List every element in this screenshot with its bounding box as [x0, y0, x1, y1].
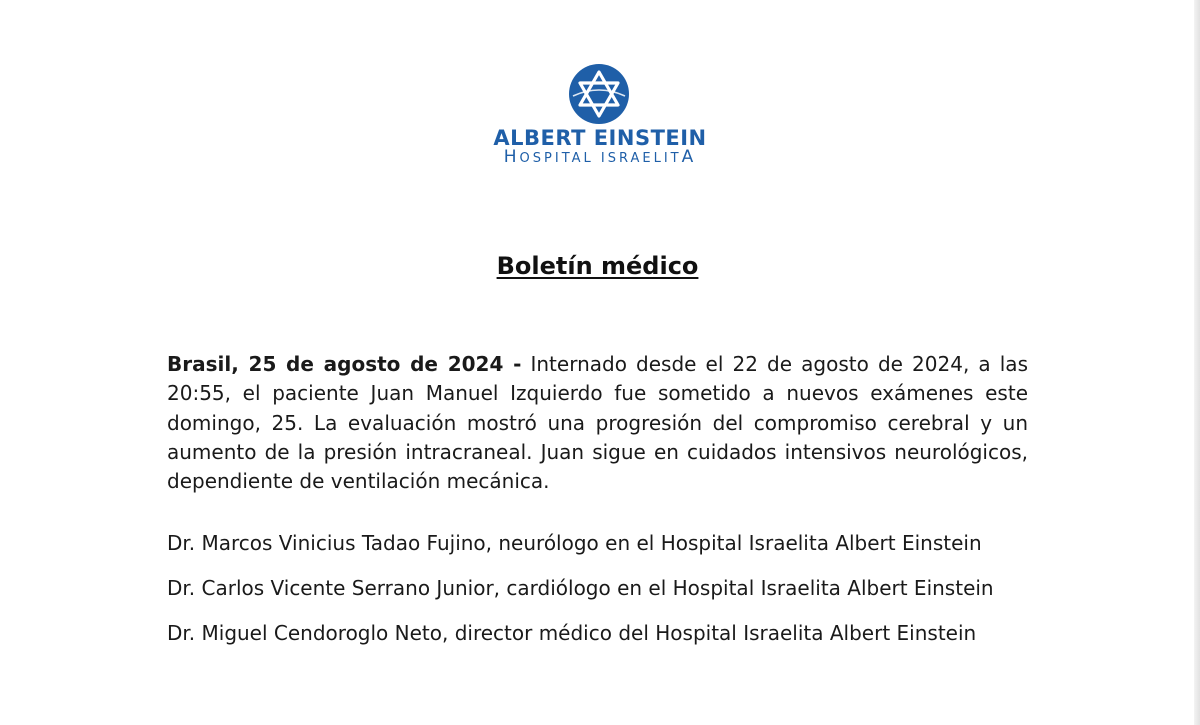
signature-line: Dr. Marcos Vinicius Tadao Fujino, neurólogo en el Hospital Israelita Albert Einstein — [167, 531, 982, 555]
signature-line: Dr. Carlos Vicente Serrano Junior, cardiólogo en el Hospital Israelita Albert Einstein — [167, 576, 994, 600]
hospital-logo — [480, 58, 720, 170]
bulletin-paragraph — [167, 350, 1028, 496]
logo-text-name: ALBERT EINSTEIN — [493, 126, 707, 150]
signature-list — [167, 530, 1067, 665]
logo-text-subtitle: HOSPITAL ISRAELITA — [503, 147, 697, 167]
signature-line: Dr. Miguel Cendoroglo Neto, director médico del Hospital Israelita Albert Einstein — [167, 621, 977, 645]
page-title: Boletín médico — [496, 252, 699, 280]
star-of-david-globe-icon — [567, 62, 631, 126]
page-edge-shadow — [1194, 0, 1200, 725]
bulletin-body: Internado desde el 22 de agosto de 2024, a las 20:55, el paciente Juan Manuel Izquierdo fue sometido a nuevos exámenes este domingo, 25. La evaluación mostró una progresión del compromiso cerebral y un aumento de la presión intracraneal. Juan sigue en cuidados intensivos neurológicos, dependiente de ventilación mecánica. — [167, 352, 1028, 494]
dateline: Brasil, 25 de agosto de 2024 - — [167, 352, 522, 376]
